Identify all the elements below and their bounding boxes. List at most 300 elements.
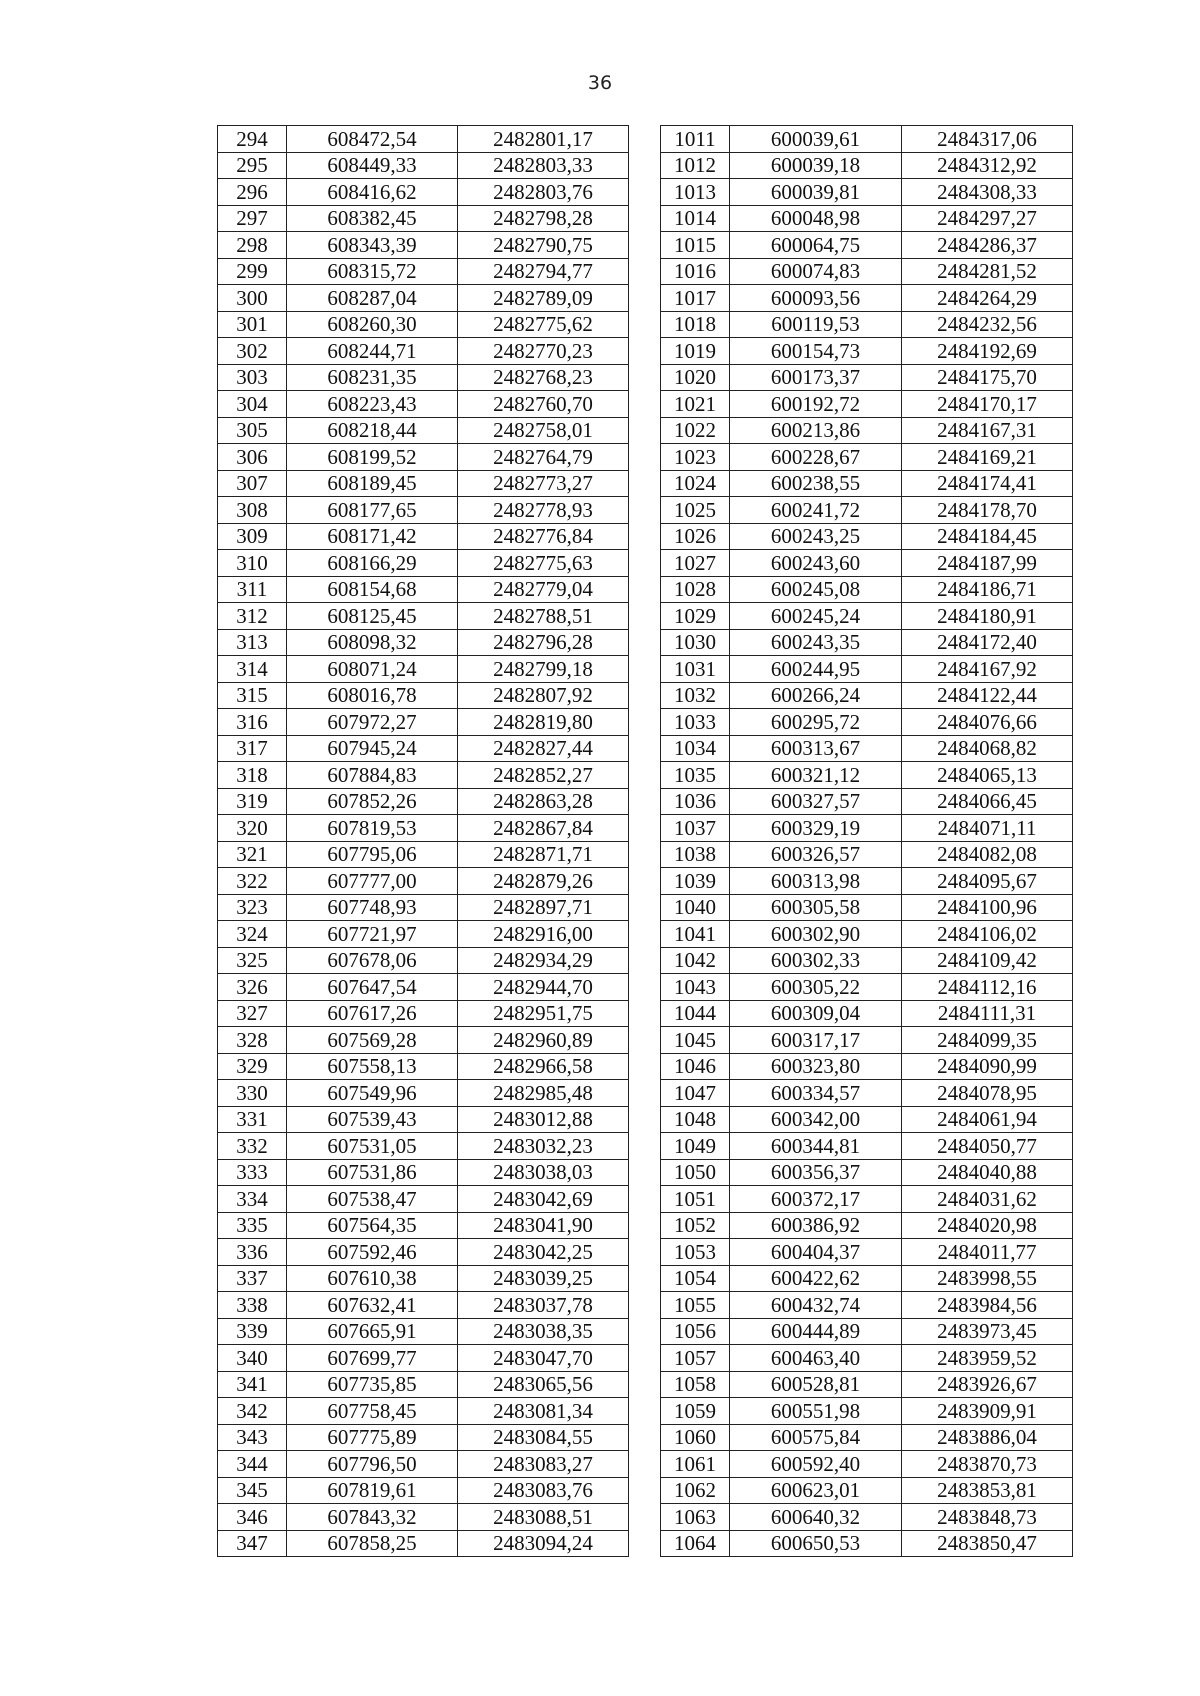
- right-x-coordinate-cell: 600119,53: [730, 311, 902, 338]
- right-point-number-cell: 1014: [661, 205, 730, 232]
- table-row: [218, 1318, 1073, 1345]
- right-x-coordinate-cell: 600463,40: [730, 1345, 902, 1372]
- left-point-number-cell: 313: [218, 629, 287, 656]
- column-separator: [629, 1504, 661, 1531]
- left-point-number-cell: 320: [218, 815, 287, 842]
- left-x-coordinate-cell: 607843,32: [287, 1504, 458, 1531]
- right-x-coordinate-cell: 600344,81: [730, 1133, 902, 1160]
- right-x-coordinate-cell: 600372,17: [730, 1186, 902, 1213]
- left-point-number-cell: 339: [218, 1318, 287, 1345]
- right-x-coordinate-cell: 600245,24: [730, 603, 902, 630]
- right-y-coordinate-cell: 2484071,11: [902, 815, 1073, 842]
- right-y-coordinate-cell: 2484090,99: [902, 1053, 1073, 1080]
- column-separator: [629, 1371, 661, 1398]
- coordinates-table-body: [218, 126, 1073, 1557]
- right-y-coordinate-cell: 2484180,91: [902, 603, 1073, 630]
- right-y-coordinate-cell: 2484078,95: [902, 1080, 1073, 1107]
- column-separator: [629, 1530, 661, 1557]
- column-separator: [629, 1477, 661, 1504]
- left-y-coordinate-cell: 2482789,09: [458, 285, 629, 312]
- left-point-number-cell: 295: [218, 152, 287, 179]
- column-separator: [629, 417, 661, 444]
- right-y-coordinate-cell: 2483870,73: [902, 1451, 1073, 1478]
- table-row: [218, 762, 1073, 789]
- right-y-coordinate-cell: 2484312,92: [902, 152, 1073, 179]
- left-point-number-cell: 336: [218, 1239, 287, 1266]
- left-point-number-cell: 297: [218, 205, 287, 232]
- right-point-number-cell: 1037: [661, 815, 730, 842]
- right-point-number-cell: 1043: [661, 974, 730, 1001]
- column-separator: [629, 338, 661, 365]
- left-y-coordinate-cell: 2483047,70: [458, 1345, 629, 1372]
- right-x-coordinate-cell: 600356,37: [730, 1159, 902, 1186]
- left-point-number-cell: 299: [218, 258, 287, 285]
- right-x-coordinate-cell: 600444,89: [730, 1318, 902, 1345]
- left-y-coordinate-cell: 2483088,51: [458, 1504, 629, 1531]
- table-row: [218, 1106, 1073, 1133]
- column-separator: [629, 258, 661, 285]
- table-row: [218, 311, 1073, 338]
- right-x-coordinate-cell: 600326,57: [730, 841, 902, 868]
- table-row: [218, 205, 1073, 232]
- left-point-number-cell: 314: [218, 656, 287, 683]
- column-separator: [629, 285, 661, 312]
- left-y-coordinate-cell: 2483083,76: [458, 1477, 629, 1504]
- left-point-number-cell: 331: [218, 1106, 287, 1133]
- column-separator: [629, 709, 661, 736]
- right-x-coordinate-cell: 600342,00: [730, 1106, 902, 1133]
- left-point-number-cell: 319: [218, 788, 287, 815]
- page-number: 36: [587, 72, 613, 94]
- right-point-number-cell: 1046: [661, 1053, 730, 1080]
- column-separator: [629, 550, 661, 577]
- right-y-coordinate-cell: 2483853,81: [902, 1477, 1073, 1504]
- right-y-coordinate-cell: 2484264,29: [902, 285, 1073, 312]
- column-separator: [629, 152, 661, 179]
- column-separator: [629, 364, 661, 391]
- column-separator: [629, 735, 661, 762]
- left-point-number-cell: 310: [218, 550, 287, 577]
- table-row: [218, 1239, 1073, 1266]
- right-x-coordinate-cell: 600334,57: [730, 1080, 902, 1107]
- left-y-coordinate-cell: 2483037,78: [458, 1292, 629, 1319]
- right-y-coordinate-cell: 2484111,31: [902, 1000, 1073, 1027]
- left-y-coordinate-cell: 2482775,63: [458, 550, 629, 577]
- right-y-coordinate-cell: 2484040,88: [902, 1159, 1073, 1186]
- right-x-coordinate-cell: 600313,98: [730, 868, 902, 895]
- right-y-coordinate-cell: 2484281,52: [902, 258, 1073, 285]
- left-x-coordinate-cell: 607617,26: [287, 1000, 458, 1027]
- table-row: [218, 841, 1073, 868]
- right-point-number-cell: 1027: [661, 550, 730, 577]
- table-row: [218, 1504, 1073, 1531]
- left-x-coordinate-cell: 608472,54: [287, 126, 458, 153]
- column-separator: [629, 815, 661, 842]
- right-y-coordinate-cell: 2483959,52: [902, 1345, 1073, 1372]
- right-x-coordinate-cell: 600048,98: [730, 205, 902, 232]
- left-y-coordinate-cell: 2482867,84: [458, 815, 629, 842]
- left-y-coordinate-cell: 2482944,70: [458, 974, 629, 1001]
- right-x-coordinate-cell: 600323,80: [730, 1053, 902, 1080]
- table-row: [218, 1371, 1073, 1398]
- table-row: [218, 629, 1073, 656]
- left-point-number-cell: 312: [218, 603, 287, 630]
- table-row: [218, 470, 1073, 497]
- column-separator: [629, 762, 661, 789]
- right-x-coordinate-cell: 600329,19: [730, 815, 902, 842]
- right-point-number-cell: 1052: [661, 1212, 730, 1239]
- left-point-number-cell: 296: [218, 179, 287, 206]
- left-y-coordinate-cell: 2482758,01: [458, 417, 629, 444]
- left-y-coordinate-cell: 2482871,71: [458, 841, 629, 868]
- right-y-coordinate-cell: 2484050,77: [902, 1133, 1073, 1160]
- column-separator: [629, 788, 661, 815]
- right-point-number-cell: 1036: [661, 788, 730, 815]
- left-y-coordinate-cell: 2482852,27: [458, 762, 629, 789]
- left-y-coordinate-cell: 2483065,56: [458, 1371, 629, 1398]
- left-point-number-cell: 302: [218, 338, 287, 365]
- right-y-coordinate-cell: 2484112,16: [902, 974, 1073, 1001]
- right-point-number-cell: 1063: [661, 1504, 730, 1531]
- right-y-coordinate-cell: 2484082,08: [902, 841, 1073, 868]
- left-x-coordinate-cell: 608125,45: [287, 603, 458, 630]
- right-y-coordinate-cell: 2484187,99: [902, 550, 1073, 577]
- left-x-coordinate-cell: 608199,52: [287, 444, 458, 471]
- left-y-coordinate-cell: 2483032,23: [458, 1133, 629, 1160]
- left-x-coordinate-cell: 608231,35: [287, 364, 458, 391]
- right-point-number-cell: 1050: [661, 1159, 730, 1186]
- right-x-coordinate-cell: 600305,22: [730, 974, 902, 1001]
- left-y-coordinate-cell: 2482760,70: [458, 391, 629, 418]
- column-separator: [629, 232, 661, 259]
- right-point-number-cell: 1064: [661, 1530, 730, 1557]
- left-x-coordinate-cell: 607592,46: [287, 1239, 458, 1266]
- left-point-number-cell: 333: [218, 1159, 287, 1186]
- right-point-number-cell: 1030: [661, 629, 730, 656]
- right-y-coordinate-cell: 2484172,40: [902, 629, 1073, 656]
- left-x-coordinate-cell: 607748,93: [287, 894, 458, 921]
- left-y-coordinate-cell: 2482799,18: [458, 656, 629, 683]
- right-y-coordinate-cell: 2484174,41: [902, 470, 1073, 497]
- table-row: [218, 497, 1073, 524]
- left-point-number-cell: 321: [218, 841, 287, 868]
- left-x-coordinate-cell: 608315,72: [287, 258, 458, 285]
- table-row: [218, 1477, 1073, 1504]
- right-y-coordinate-cell: 2483926,67: [902, 1371, 1073, 1398]
- right-point-number-cell: 1022: [661, 417, 730, 444]
- left-point-number-cell: 298: [218, 232, 287, 259]
- right-x-coordinate-cell: 600154,73: [730, 338, 902, 365]
- right-x-coordinate-cell: 600623,01: [730, 1477, 902, 1504]
- right-point-number-cell: 1025: [661, 497, 730, 524]
- left-y-coordinate-cell: 2483038,35: [458, 1318, 629, 1345]
- column-separator: [629, 974, 661, 1001]
- left-y-coordinate-cell: 2482879,26: [458, 868, 629, 895]
- column-separator: [629, 682, 661, 709]
- right-point-number-cell: 1049: [661, 1133, 730, 1160]
- left-point-number-cell: 309: [218, 523, 287, 550]
- left-y-coordinate-cell: 2483041,90: [458, 1212, 629, 1239]
- column-separator: [629, 1080, 661, 1107]
- left-x-coordinate-cell: 607819,61: [287, 1477, 458, 1504]
- right-x-coordinate-cell: 600309,04: [730, 1000, 902, 1027]
- right-x-coordinate-cell: 600321,12: [730, 762, 902, 789]
- left-x-coordinate-cell: 608260,30: [287, 311, 458, 338]
- right-y-coordinate-cell: 2484184,45: [902, 523, 1073, 550]
- table-row: [218, 1000, 1073, 1027]
- right-point-number-cell: 1057: [661, 1345, 730, 1372]
- column-separator: [629, 1239, 661, 1266]
- left-point-number-cell: 307: [218, 470, 287, 497]
- right-x-coordinate-cell: 600313,67: [730, 735, 902, 762]
- table-row: [218, 179, 1073, 206]
- right-y-coordinate-cell: 2484020,98: [902, 1212, 1073, 1239]
- table-row: [218, 126, 1073, 153]
- right-x-coordinate-cell: 600305,58: [730, 894, 902, 921]
- column-separator: [629, 947, 661, 974]
- right-point-number-cell: 1054: [661, 1265, 730, 1292]
- left-x-coordinate-cell: 607945,24: [287, 735, 458, 762]
- left-y-coordinate-cell: 2482790,75: [458, 232, 629, 259]
- table-row: [218, 417, 1073, 444]
- right-x-coordinate-cell: 600243,35: [730, 629, 902, 656]
- left-x-coordinate-cell: 607531,05: [287, 1133, 458, 1160]
- left-y-coordinate-cell: 2483094,24: [458, 1530, 629, 1557]
- right-y-coordinate-cell: 2484167,31: [902, 417, 1073, 444]
- left-x-coordinate-cell: 608171,42: [287, 523, 458, 550]
- right-x-coordinate-cell: 600074,83: [730, 258, 902, 285]
- column-separator: [629, 523, 661, 550]
- right-point-number-cell: 1034: [661, 735, 730, 762]
- table-row: [218, 868, 1073, 895]
- right-x-coordinate-cell: 600213,86: [730, 417, 902, 444]
- left-y-coordinate-cell: 2482916,00: [458, 921, 629, 948]
- right-point-number-cell: 1040: [661, 894, 730, 921]
- left-y-coordinate-cell: 2482778,93: [458, 497, 629, 524]
- right-point-number-cell: 1029: [661, 603, 730, 630]
- left-point-number-cell: 304: [218, 391, 287, 418]
- column-separator: [629, 444, 661, 471]
- left-point-number-cell: 346: [218, 1504, 287, 1531]
- right-x-coordinate-cell: 600244,95: [730, 656, 902, 683]
- right-point-number-cell: 1026: [661, 523, 730, 550]
- column-separator: [629, 179, 661, 206]
- left-y-coordinate-cell: 2482966,58: [458, 1053, 629, 1080]
- left-point-number-cell: 340: [218, 1345, 287, 1372]
- left-y-coordinate-cell: 2483081,34: [458, 1398, 629, 1425]
- right-y-coordinate-cell: 2484100,96: [902, 894, 1073, 921]
- right-x-coordinate-cell: 600039,18: [730, 152, 902, 179]
- right-point-number-cell: 1053: [661, 1239, 730, 1266]
- table-row: [218, 682, 1073, 709]
- right-y-coordinate-cell: 2483886,04: [902, 1424, 1073, 1451]
- right-point-number-cell: 1059: [661, 1398, 730, 1425]
- table-row: [218, 788, 1073, 815]
- table-row: [218, 947, 1073, 974]
- left-x-coordinate-cell: 607531,86: [287, 1159, 458, 1186]
- left-point-number-cell: 300: [218, 285, 287, 312]
- right-point-number-cell: 1035: [661, 762, 730, 789]
- right-x-coordinate-cell: 600404,37: [730, 1239, 902, 1266]
- left-point-number-cell: 308: [218, 497, 287, 524]
- right-point-number-cell: 1033: [661, 709, 730, 736]
- right-y-coordinate-cell: 2484065,13: [902, 762, 1073, 789]
- right-y-coordinate-cell: 2483850,47: [902, 1530, 1073, 1557]
- right-x-coordinate-cell: 600243,25: [730, 523, 902, 550]
- left-y-coordinate-cell: 2483039,25: [458, 1265, 629, 1292]
- right-point-number-cell: 1011: [661, 126, 730, 153]
- left-y-coordinate-cell: 2482897,71: [458, 894, 629, 921]
- left-point-number-cell: 343: [218, 1424, 287, 1451]
- left-x-coordinate-cell: 608166,29: [287, 550, 458, 577]
- left-y-coordinate-cell: 2483038,03: [458, 1159, 629, 1186]
- right-x-coordinate-cell: 600064,75: [730, 232, 902, 259]
- left-x-coordinate-cell: 607564,35: [287, 1212, 458, 1239]
- left-y-coordinate-cell: 2482776,84: [458, 523, 629, 550]
- left-point-number-cell: 332: [218, 1133, 287, 1160]
- right-point-number-cell: 1041: [661, 921, 730, 948]
- left-x-coordinate-cell: 607647,54: [287, 974, 458, 1001]
- right-y-coordinate-cell: 2483998,55: [902, 1265, 1073, 1292]
- right-y-coordinate-cell: 2484095,67: [902, 868, 1073, 895]
- left-x-coordinate-cell: 607678,06: [287, 947, 458, 974]
- right-x-coordinate-cell: 600266,24: [730, 682, 902, 709]
- right-x-coordinate-cell: 600386,92: [730, 1212, 902, 1239]
- right-point-number-cell: 1015: [661, 232, 730, 259]
- right-x-coordinate-cell: 600192,72: [730, 391, 902, 418]
- right-x-coordinate-cell: 600528,81: [730, 1371, 902, 1398]
- table-row: [218, 576, 1073, 603]
- right-point-number-cell: 1058: [661, 1371, 730, 1398]
- left-y-coordinate-cell: 2482775,62: [458, 311, 629, 338]
- right-y-coordinate-cell: 2483848,73: [902, 1504, 1073, 1531]
- right-y-coordinate-cell: 2484122,44: [902, 682, 1073, 709]
- right-y-coordinate-cell: 2484308,33: [902, 179, 1073, 206]
- column-separator: [629, 126, 661, 153]
- left-x-coordinate-cell: 607610,38: [287, 1265, 458, 1292]
- left-x-coordinate-cell: 608343,39: [287, 232, 458, 259]
- right-point-number-cell: 1044: [661, 1000, 730, 1027]
- column-separator: [629, 868, 661, 895]
- right-x-coordinate-cell: 600575,84: [730, 1424, 902, 1451]
- left-point-number-cell: 315: [218, 682, 287, 709]
- right-point-number-cell: 1013: [661, 179, 730, 206]
- left-point-number-cell: 329: [218, 1053, 287, 1080]
- left-y-coordinate-cell: 2482794,77: [458, 258, 629, 285]
- left-point-number-cell: 306: [218, 444, 287, 471]
- column-separator: [629, 1451, 661, 1478]
- right-point-number-cell: 1018: [661, 311, 730, 338]
- left-x-coordinate-cell: 607852,26: [287, 788, 458, 815]
- left-x-coordinate-cell: 607735,85: [287, 1371, 458, 1398]
- table-row: [218, 152, 1073, 179]
- table-row: [218, 974, 1073, 1001]
- left-x-coordinate-cell: 608223,43: [287, 391, 458, 418]
- left-y-coordinate-cell: 2482788,51: [458, 603, 629, 630]
- right-y-coordinate-cell: 2484106,02: [902, 921, 1073, 948]
- right-point-number-cell: 1021: [661, 391, 730, 418]
- left-y-coordinate-cell: 2482819,80: [458, 709, 629, 736]
- right-point-number-cell: 1051: [661, 1186, 730, 1213]
- table-row: [218, 523, 1073, 550]
- right-y-coordinate-cell: 2484099,35: [902, 1027, 1073, 1054]
- left-y-coordinate-cell: 2483042,25: [458, 1239, 629, 1266]
- left-y-coordinate-cell: 2482863,28: [458, 788, 629, 815]
- left-y-coordinate-cell: 2482779,04: [458, 576, 629, 603]
- table-row: [218, 364, 1073, 391]
- right-y-coordinate-cell: 2484031,62: [902, 1186, 1073, 1213]
- table-row: [218, 1159, 1073, 1186]
- table-row: [218, 338, 1073, 365]
- column-separator: [629, 841, 661, 868]
- right-y-coordinate-cell: 2484175,70: [902, 364, 1073, 391]
- column-separator: [629, 1186, 661, 1213]
- column-separator: [629, 576, 661, 603]
- left-x-coordinate-cell: 608382,45: [287, 205, 458, 232]
- left-x-coordinate-cell: 607972,27: [287, 709, 458, 736]
- left-point-number-cell: 344: [218, 1451, 287, 1478]
- right-point-number-cell: 1024: [661, 470, 730, 497]
- left-point-number-cell: 334: [218, 1186, 287, 1213]
- left-x-coordinate-cell: 608189,45: [287, 470, 458, 497]
- left-point-number-cell: 311: [218, 576, 287, 603]
- column-separator: [629, 894, 661, 921]
- table-row: [218, 232, 1073, 259]
- table-row: [218, 815, 1073, 842]
- right-y-coordinate-cell: 2484011,77: [902, 1239, 1073, 1266]
- left-x-coordinate-cell: 607721,97: [287, 921, 458, 948]
- right-point-number-cell: 1016: [661, 258, 730, 285]
- column-separator: [629, 205, 661, 232]
- table-row: [218, 709, 1073, 736]
- table-row: [218, 285, 1073, 312]
- right-x-coordinate-cell: 600238,55: [730, 470, 902, 497]
- right-point-number-cell: 1062: [661, 1477, 730, 1504]
- right-y-coordinate-cell: 2484317,06: [902, 126, 1073, 153]
- right-y-coordinate-cell: 2484109,42: [902, 947, 1073, 974]
- right-x-coordinate-cell: 600243,60: [730, 550, 902, 577]
- right-x-coordinate-cell: 600302,33: [730, 947, 902, 974]
- right-y-coordinate-cell: 2484297,27: [902, 205, 1073, 232]
- left-x-coordinate-cell: 607569,28: [287, 1027, 458, 1054]
- table-row: [218, 1186, 1073, 1213]
- right-point-number-cell: 1055: [661, 1292, 730, 1319]
- left-x-coordinate-cell: 607796,50: [287, 1451, 458, 1478]
- right-x-coordinate-cell: 600093,56: [730, 285, 902, 312]
- table-row: [218, 1424, 1073, 1451]
- column-separator: [629, 1133, 661, 1160]
- left-x-coordinate-cell: 607777,00: [287, 868, 458, 895]
- table-row: [218, 1080, 1073, 1107]
- left-x-coordinate-cell: 607549,96: [287, 1080, 458, 1107]
- column-separator: [629, 1000, 661, 1027]
- column-separator: [629, 921, 661, 948]
- left-point-number-cell: 327: [218, 1000, 287, 1027]
- left-y-coordinate-cell: 2482803,76: [458, 179, 629, 206]
- right-x-coordinate-cell: 600228,67: [730, 444, 902, 471]
- right-point-number-cell: 1056: [661, 1318, 730, 1345]
- table-row: [218, 550, 1073, 577]
- left-point-number-cell: 294: [218, 126, 287, 153]
- left-point-number-cell: 322: [218, 868, 287, 895]
- table-row: [218, 444, 1073, 471]
- left-point-number-cell: 347: [218, 1530, 287, 1557]
- table-row: [218, 1530, 1073, 1557]
- column-separator: [629, 629, 661, 656]
- left-x-coordinate-cell: 608016,78: [287, 682, 458, 709]
- left-x-coordinate-cell: 608218,44: [287, 417, 458, 444]
- left-y-coordinate-cell: 2482934,29: [458, 947, 629, 974]
